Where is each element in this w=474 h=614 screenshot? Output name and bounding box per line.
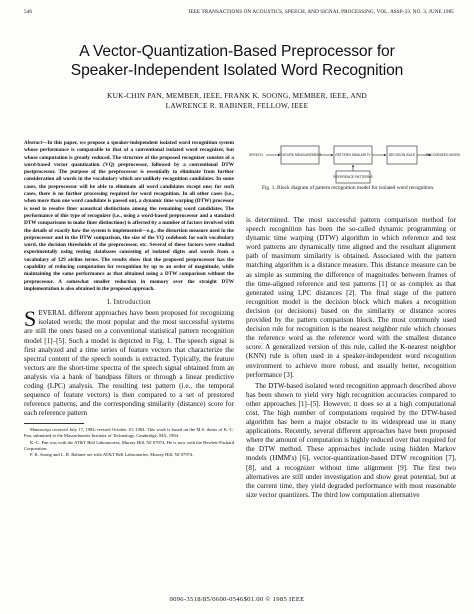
author-block bbox=[0, 91, 474, 111]
footnote-pan: K.-C. Pan was with the AT&T Bell Laboratories, Murray Hill, NJ 07974. He is now with the Hewlett-Packard Corporation. bbox=[24, 439, 234, 451]
abstract-text: —In this paper, we propose a speaker-independent isolated word recognition system whose performance is comparable to that of a conventional isolated word recognizer, but whose computation is greatly reduced. The structure of the proposed recognizer consists of a word-based vector quantization (VQ) preprocessor, followed by a conventional DTW postprocessor. The purpose of the preprocessor is essentially to eliminate from further consideration all words in the vocabulary which are unlikely recognition candidates. In some cases, the preprocessor will be able to eliminate all word candidates except one; for such cases, there is no further processing required for word recognition. In all other cases (i.e., when more than one word candidate is passed on), a dynamic time warping (DTW) processor is used to resolve finer acoustical distinctions among the remaining word candidates. The performance of this type of recognizer (i.e., using a word-based preprocessor and a standard DTW comparisons to make finer distinctions) is affected by a number of factors involved with the details of exactly how the system is implemented—e.g., the distortion measure used in the preprocessor and in the DTW comparison, the size of the VQ codebook for each vocabulary word, the decision thresholds of the preprocessor, etc. Several of these factors were studied experimentally using testing databases consisting of isolated digits and words from a vocabulary of 129 airline terms. The results show that the proposed preprocessor has the capability of reducing computation for recognition by up to an order of magnitude, while maintaining the same performance as that obtained using a DTW comparison without the preprocessor. A somewhat smaller reduction in memory over the straight DTW implementation is also obtained in the proposed approach. bbox=[24, 140, 234, 292]
drop-cap: S bbox=[24, 306, 37, 332]
section-heading-introduction: I. Introduction bbox=[107, 299, 151, 307]
figure-caption: Fig. 1. Block diagram of pattern recognition model for isolated word recognition. bbox=[262, 185, 435, 191]
left-column bbox=[24, 140, 234, 458]
journal-header: IEEE TRANSACTIONS ON ACOUSTICS, SPEECH, AND SIGNAL PROCESSING, VOL. ASSP-33, NO. 3, JUNE 1985 bbox=[188, 9, 454, 15]
authors-line-1: KUK-CHIN PAN, MEMBER, IEEE, FRANK K. SOONG, MEMBER, IEEE, AND bbox=[107, 91, 367, 100]
paper-title bbox=[0, 42, 474, 80]
block-diagram-figure bbox=[246, 137, 461, 209]
label-reference-patterns: REFERENCE PATTERNS bbox=[333, 175, 373, 179]
abstract bbox=[24, 140, 234, 293]
right-paragraph-1: is determined. The most successful pattern comparison method for speech recognition has been the so-called dynamic programming or dynamic time warping (DTW) algorithm in which reference and test word patterns are dynamically time aligned and the resultant alignment path of maximum similarity is obtained. Associated with the pattern matching algorithm is a distance measure. This distance measure can be as simple as summing the difference of magnitudes between frames of the time-aligned reference and test patterns [1] or as complex as that generated using LPC distances [2]. The final stage of the pattern recognition model is the decision block which makes a recognition decision (or decisions) based on the similarity or distance scores provided by the pattern comparison block. The most commonly used decision rule for recognition is the nearest neighbor rule which chooses the reference word as the reference word with the smallest distance score. A generalized version of this rule, called the K-nearest neighbor (KNN) rule is often used in a speaker-independent word recognition environment to achieve more robust, and usually better, recognition performance [3]. bbox=[246, 216, 456, 379]
intro-text: EVERAL different approaches have been proposed for recognizing isolated words; the most popular and the most successful systems are still the ones based on a conventional statistical pattern recognition model [1]–[5]. Such a model is depicted in Fig. 1. The speech signal is first analyzed and a time series of feature vectors that characterize the spectral content of the speech sounds is extracted. Typically, the feature vectors are the short-time spectra of the speech signal obtained from an analysis via a bank of bandpass filters or through a linear predictive coding (LPC) analysis. The resulting test pattern (i.e., the temporal sequence of feature vectors) is then compared to a set of prestored reference patterns, and the corresponding similarity (distance) score for each reference pattern bbox=[24, 309, 234, 418]
intro-paragraph bbox=[24, 306, 234, 418]
label-speech: SPEECH bbox=[249, 153, 263, 157]
right-column bbox=[246, 216, 456, 500]
label-feature-measurement: FEATURE MEASUREMENT bbox=[278, 153, 322, 157]
label-decision-rule: DECISION RULE bbox=[388, 153, 416, 157]
label-pattern-similarity: PATTERN SIMILARITY bbox=[335, 153, 371, 157]
label-recognized-word: RECOGNIZED WORD bbox=[425, 153, 461, 157]
footnote-manuscript: Manuscript received July 17, 1984; revised October 10, 1984. This work is based on the M.S. thesis of K.-C. Pan, submitted to the Massachusetts Institute of Technology, Cambridge, MA, 1984. bbox=[24, 427, 234, 439]
footnote-soong-rabiner: F. K. Soong and L. R. Rabiner are with AT&T Bell Laboratories, Murray Hill, NJ 07974. bbox=[30, 451, 194, 457]
abstract-label: Abstract bbox=[24, 140, 43, 146]
footnote-divider bbox=[24, 423, 84, 424]
running-header bbox=[24, 9, 454, 15]
copyright-footer: 0096-3518/85/0600-0546$01.00 © 1985 IEEE bbox=[169, 596, 305, 603]
title-line-2: Speaker-Independent Isolated Word Recognition bbox=[70, 62, 404, 79]
right-paragraph-2: The DTW-based isolated word recognition approach described above has been shown to yield very high recognition accuracies compared to other approaches [1]–[5]. However, it does so at a high computational cost. The high number of computations required by the DTW-based algorithm has been a major obstacle to its widespread use in many applications. Recently, several different approaches have been proposed where the amount of computation is highly reduced over that required for the DTW method. These approaches include using hidden Markov models (HMM's) [6], vector-quantization-based DTW recognition [7], [8], and a recognizer without time alignment [9]. The first two alternatives are still under investigation and show great potential, but at the current time, they yield degraded performance with most reasonable size vector quantizers. The third low computation alternative bbox=[246, 381, 456, 499]
title-line-1: A Vector-Quantization-Based Preprocessor for bbox=[79, 43, 395, 60]
page-number: 546 bbox=[24, 9, 33, 15]
authors-line-2: LAWRENCE R. RABINER, FELLOW, IEEE bbox=[165, 101, 309, 110]
